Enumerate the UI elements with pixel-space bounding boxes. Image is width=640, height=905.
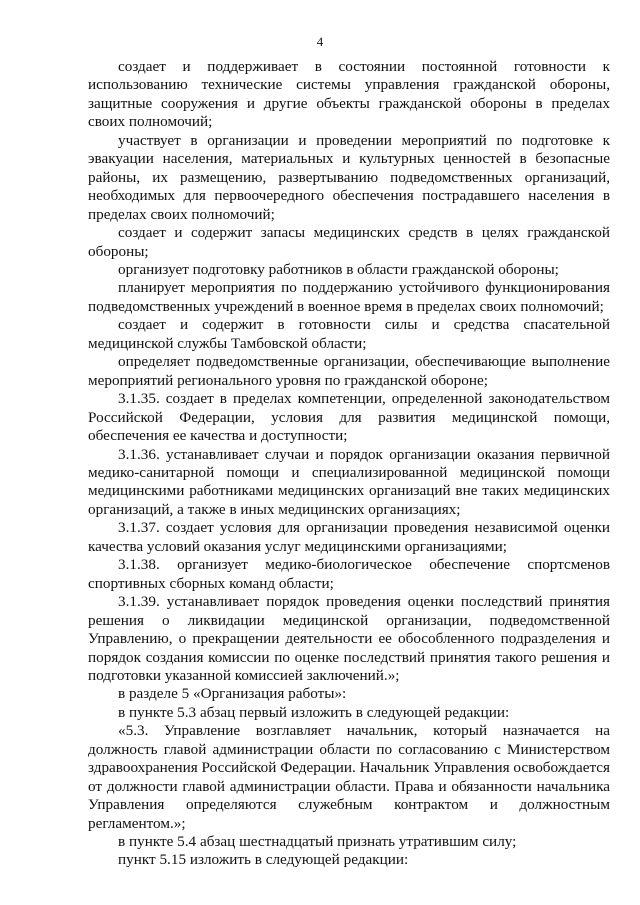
paragraph: 3.1.36. устанавливает случаи и порядок организации оказания первичной медико-санитарной помощи и специализированной медицинской помощи медицинскими работниками медицинских организаций вне таких медицинских организаций, а также в иных медицинских организациях; [88,445,610,518]
paragraph: 3.1.35. создает в пределах компетенции, определенной законодательством Российской Федерации, условия для развития медицинской помощи, обеспечения ее качества и доступности; [88,390,610,445]
paragraph: создает и поддерживает в состоянии постоянной готовности к использованию технические системы управления гражданской обороны, защитные сооружения и другие объекты гражданской обороны в пределах своих полномочий; [88,58,610,131]
document-body [88,58,610,870]
paragraph: «5.3. Управление возглавляет начальник, который назначается на должность главой администрации области по согласованию с Министерством здравоохранения Российской Федерации. Начальник Управления освобождается от должности главой администрации области. Права и обязанности начальника Управления определяются служебным контрактом и должностным регламентом.»; [88,722,610,832]
paragraph: в разделе 5 «Организация работы»: [118,685,347,703]
paragraph: организует подготовку работников в области гражданской обороны; [118,260,559,278]
paragraph: в пункте 5.3 абзац первый изложить в следующей редакции: [118,703,510,721]
paragraph: 3.1.37. создает условия для организации проведения независимой оценки качества условий оказания услуг медицинскими организациями; [88,519,610,555]
paragraph: участвует в организации и проведении мероприятий по подготовке к эвакуации населения, материальных и культурных ценностей в безопасные районы, их размещению, развертыванию подведомственных организаций, необходимых для первоочередного обеспечения пострадавшего населения в пределах своих полномочий; [88,131,610,223]
paragraph: создает и содержит запасы медицинских средств в целях гражданской обороны; [88,224,610,260]
paragraph: в пункте 5.4 абзац шестнадцатый признать утратившим силу; [118,833,517,851]
paragraph: создает и содержит в готовности силы и средства спасательной медицинской службы Тамбовской области; [88,316,610,352]
paragraph: определяет подведомственные организации, обеспечивающие выполнение мероприятий регионального уровня по гражданской обороне; [88,353,610,389]
paragraph: пункт 5.15 изложить в следующей редакции: [118,851,409,869]
paragraph: 3.1.38. организует медико-биологическое обеспечение спортсменов спортивных сборных команд области; [88,556,610,592]
paragraph: 3.1.39. устанавливает порядок проведения оценки последствий принятия решения о ликвидации медицинской организации, подведомственной Управлению, о прекращении деятельности ее обособленного подразделения и порядок создания комиссии по оценке последствий принятия такого решения и подготовки указанной комиссией заключений.»; [88,593,610,684]
paragraph: планирует мероприятия по поддержанию устойчивого функционирования подведомственных учреждений в военное время в пределах своих полномочий; [88,279,610,315]
page-number: 4 [316,34,324,49]
